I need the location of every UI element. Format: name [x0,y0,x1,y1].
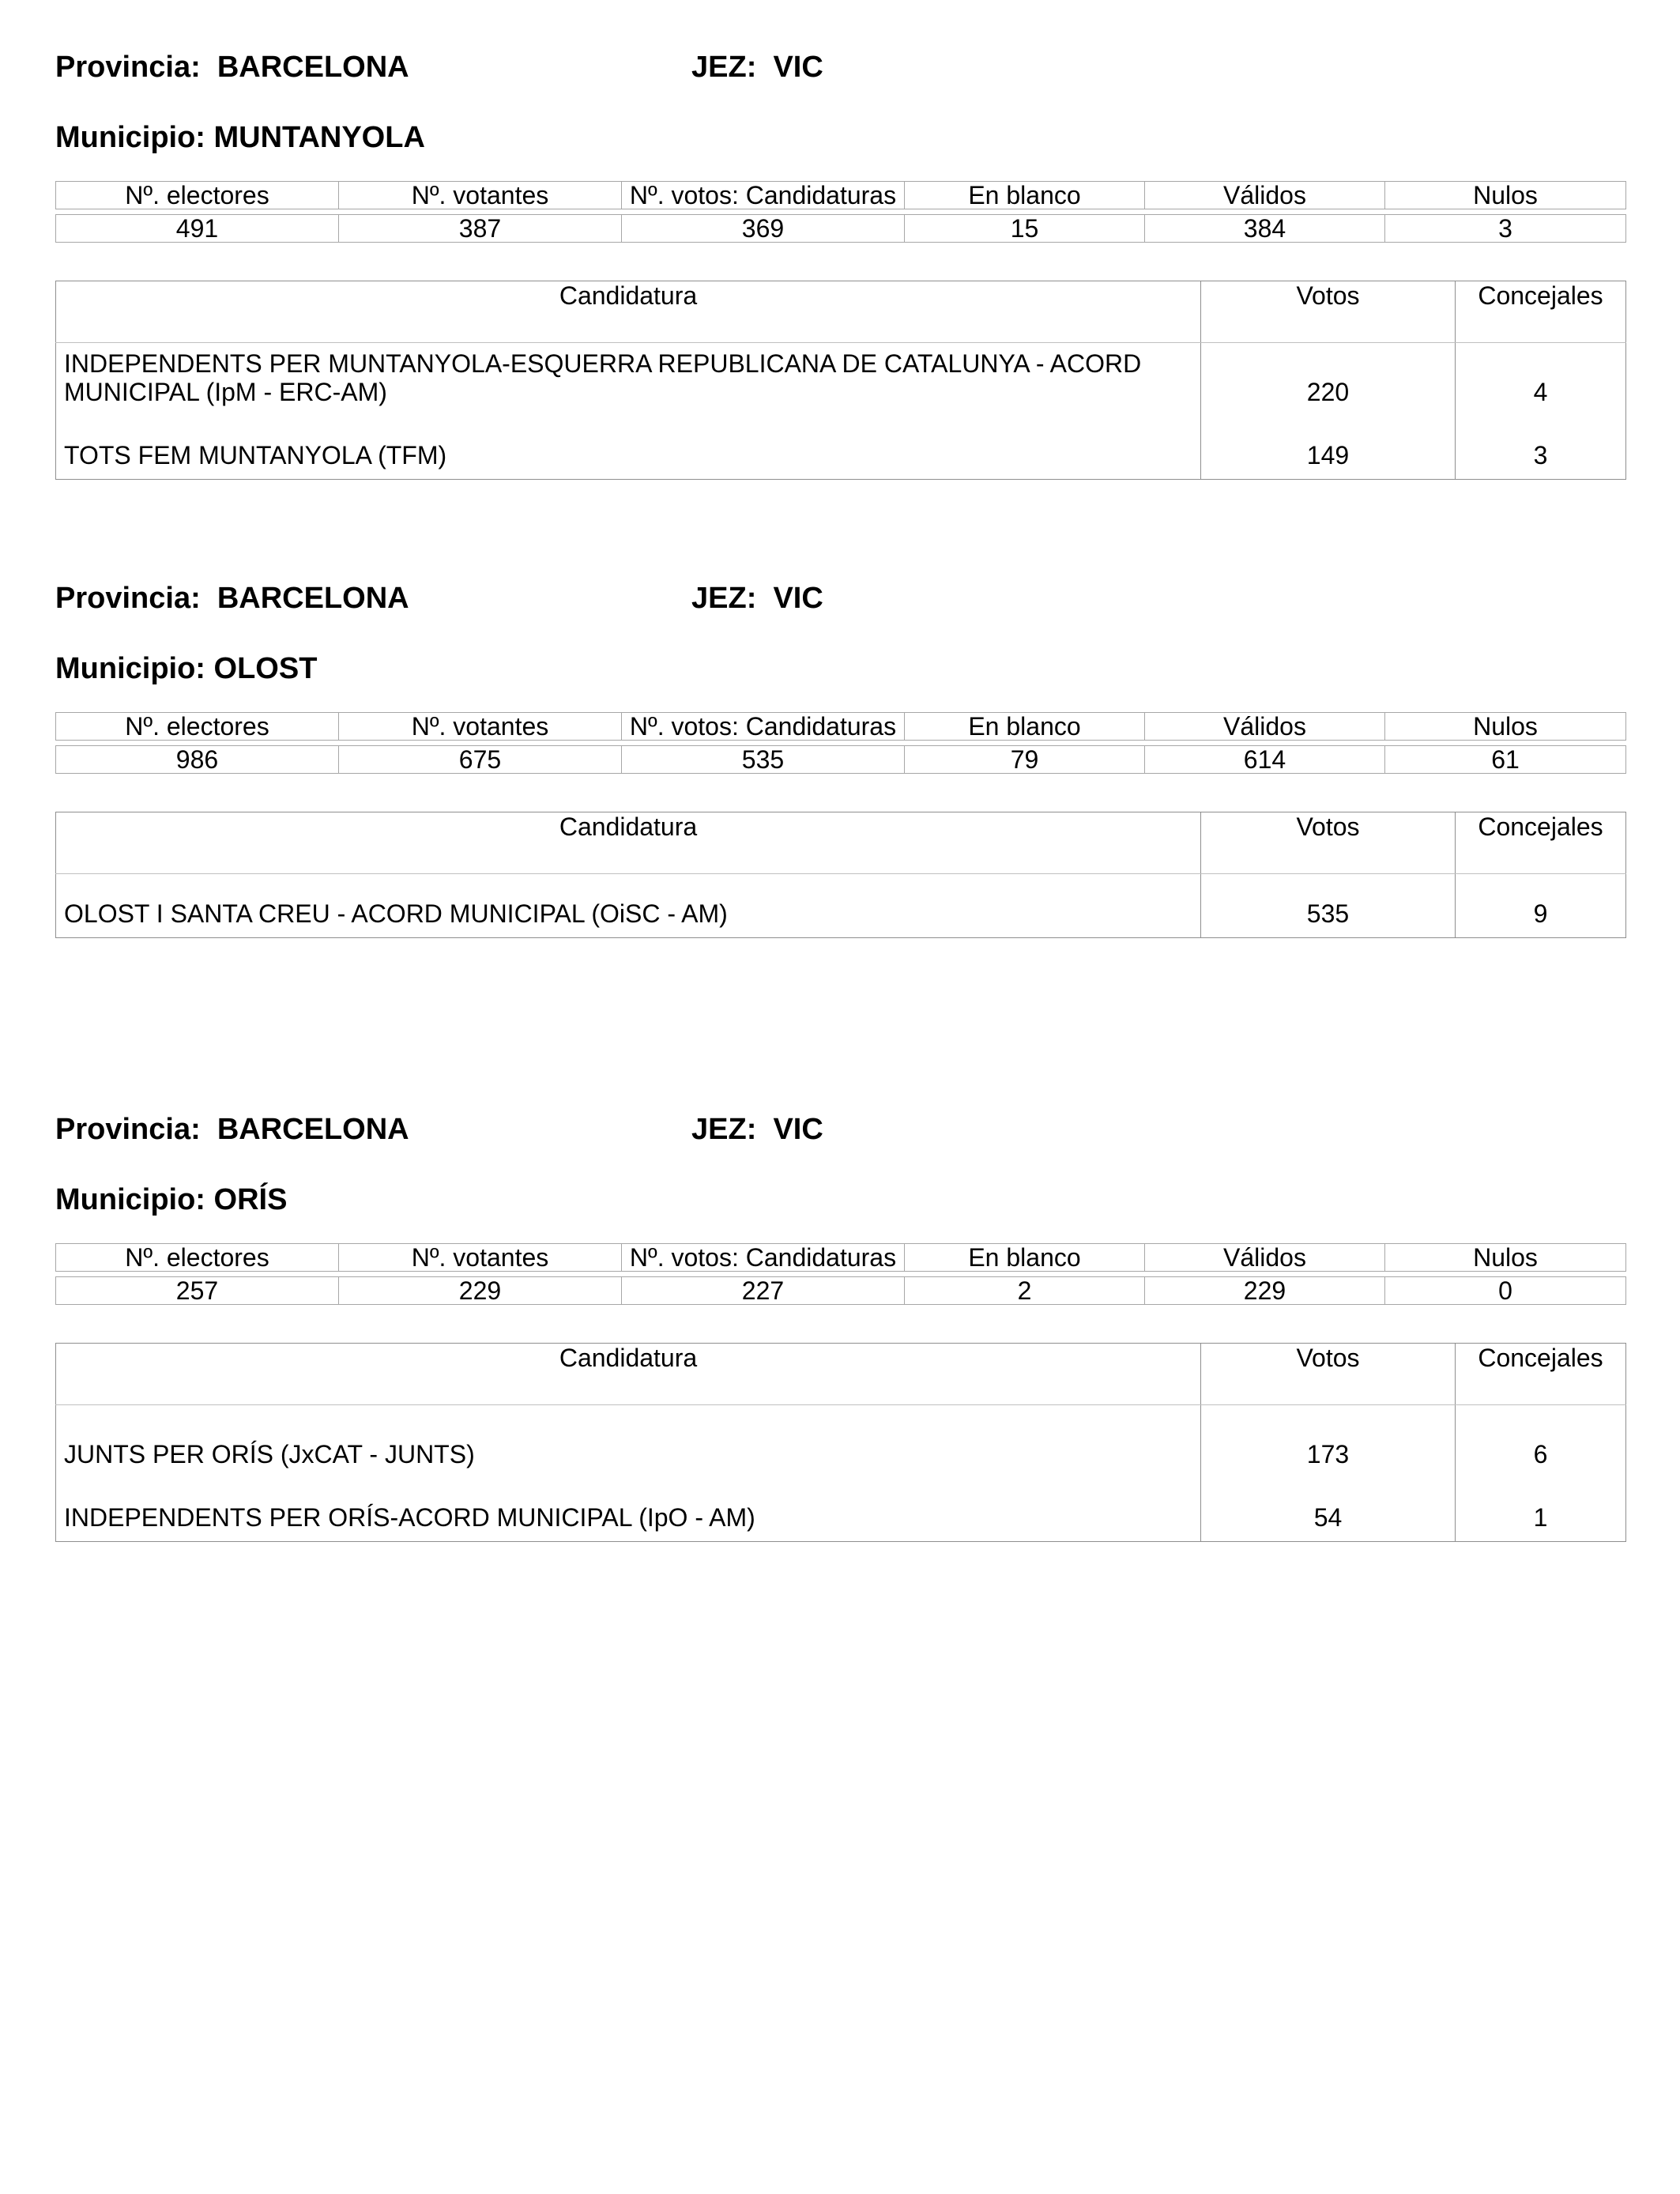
header-votos: Votos [1201,812,1456,874]
candidates-table [55,281,1626,480]
header-en-blanco: En blanco [905,182,1145,209]
header-votos-candidaturas: Nº. votos: Candidaturas [622,713,905,741]
municipio-heading: Municipio: OLOST [55,652,318,685]
table-row [56,1478,1626,1542]
value-electores: 257 [56,1277,339,1305]
candidates-table [55,812,1626,938]
header-concejales: Concejales [1456,281,1626,343]
provincia-heading: Provincia: BARCELONA [55,582,409,615]
value-votantes: 675 [339,746,622,774]
candidate-votos: 220 [1201,343,1456,416]
candidate-concejales: 6 [1533,1439,1548,1468]
summary-header-row [56,182,1626,209]
header-nulos: Nulos [1385,1244,1626,1272]
value-validos: 384 [1145,215,1385,243]
summary-value-row [56,746,1626,774]
candidate-votos: 54 [1201,1478,1456,1542]
value-electores: 491 [56,215,339,243]
value-votos-candidaturas: 369 [622,215,905,243]
candidate-name: JUNTS PER ORÍS (JxCAT - JUNTS) [56,1405,1201,1478]
header-nulos: Nulos [1385,182,1626,209]
candidate-name: INDEPENDENTS PER ORÍS-ACORD MUNICIPAL (IpO - AM) [56,1478,1201,1542]
header-electores: Nº. electores [56,182,339,209]
header-validos: Válidos [1145,1244,1385,1272]
header-electores: Nº. electores [56,713,339,741]
header-concejales: Concejales [1456,812,1626,874]
value-nulos: 61 [1385,746,1626,774]
provincia-heading: Provincia: BARCELONA [55,51,409,84]
summary-table [55,181,1626,243]
candidate-votos: 149 [1201,416,1456,480]
candidate-votos: 173 [1201,1405,1456,1478]
value-en-blanco: 2 [905,1277,1145,1305]
value-nulos: 0 [1385,1277,1626,1305]
summary-value-row [56,215,1626,243]
candidates-table [55,1343,1626,1542]
candidate-name: TOTS FEM MUNTANYOLA (TFM) [56,416,1201,480]
header-electores: Nº. electores [56,1244,339,1272]
header-validos: Válidos [1145,182,1385,209]
header-votantes: Nº. votantes [339,1244,622,1272]
candidate-concejales: 9 [1533,899,1548,928]
value-en-blanco: 15 [905,215,1145,243]
table-row [56,1405,1626,1478]
value-validos: 229 [1145,1277,1385,1305]
candidates-header-row [56,281,1626,343]
header-candidatura: Candidatura [56,1344,1201,1405]
header-candidatura: Candidatura [56,812,1201,874]
table-row [56,416,1626,480]
provincia-heading: Provincia: BARCELONA [55,1113,409,1146]
header-votos: Votos [1201,281,1456,343]
header-concejales: Concejales [1456,1344,1626,1405]
summary-header-row [56,1244,1626,1272]
header-en-blanco: En blanco [905,713,1145,741]
candidate-name: OLOST I SANTA CREU - ACORD MUNICIPAL (OiSC - AM) [56,874,1201,938]
header-votantes: Nº. votantes [339,713,622,741]
header-en-blanco: En blanco [905,1244,1145,1272]
header-votos-candidaturas: Nº. votos: Candidaturas [622,1244,905,1272]
jez-heading: JEZ: VIC [691,582,823,615]
municipio-heading: Municipio: ORÍS [55,1183,288,1216]
jez-heading: JEZ: VIC [691,1113,823,1146]
table-row [56,874,1626,938]
candidate-concejales: 1 [1533,1503,1548,1532]
value-validos: 614 [1145,746,1385,774]
value-votos-candidaturas: 535 [622,746,905,774]
summary-value-row [56,1277,1626,1305]
header-votos: Votos [1201,1344,1456,1405]
candidate-votos: 535 [1201,874,1456,938]
value-en-blanco: 79 [905,746,1145,774]
value-votos-candidaturas: 227 [622,1277,905,1305]
candidate-concejales: 4 [1533,377,1548,406]
municipio-heading: Municipio: MUNTANYOLA [55,121,425,154]
header-candidatura: Candidatura [56,281,1201,343]
summary-table [55,712,1626,774]
candidate-name: INDEPENDENTS PER MUNTANYOLA-ESQUERRA REPUBLICANA DE CATALUNYA - ACORD MUNICIPAL (IpM - ERC-AM) [56,343,1201,416]
value-votantes: 229 [339,1277,622,1305]
candidate-concejales: 3 [1533,441,1548,469]
value-nulos: 3 [1385,215,1626,243]
candidates-header-row [56,812,1626,874]
candidates-header-row [56,1344,1626,1405]
header-votantes: Nº. votantes [339,182,622,209]
summary-header-row [56,713,1626,741]
header-votos-candidaturas: Nº. votos: Candidaturas [622,182,905,209]
table-row [56,343,1626,416]
value-electores: 986 [56,746,339,774]
summary-table [55,1243,1626,1305]
jez-heading: JEZ: VIC [691,51,823,84]
value-votantes: 387 [339,215,622,243]
header-validos: Válidos [1145,713,1385,741]
header-nulos: Nulos [1385,713,1626,741]
